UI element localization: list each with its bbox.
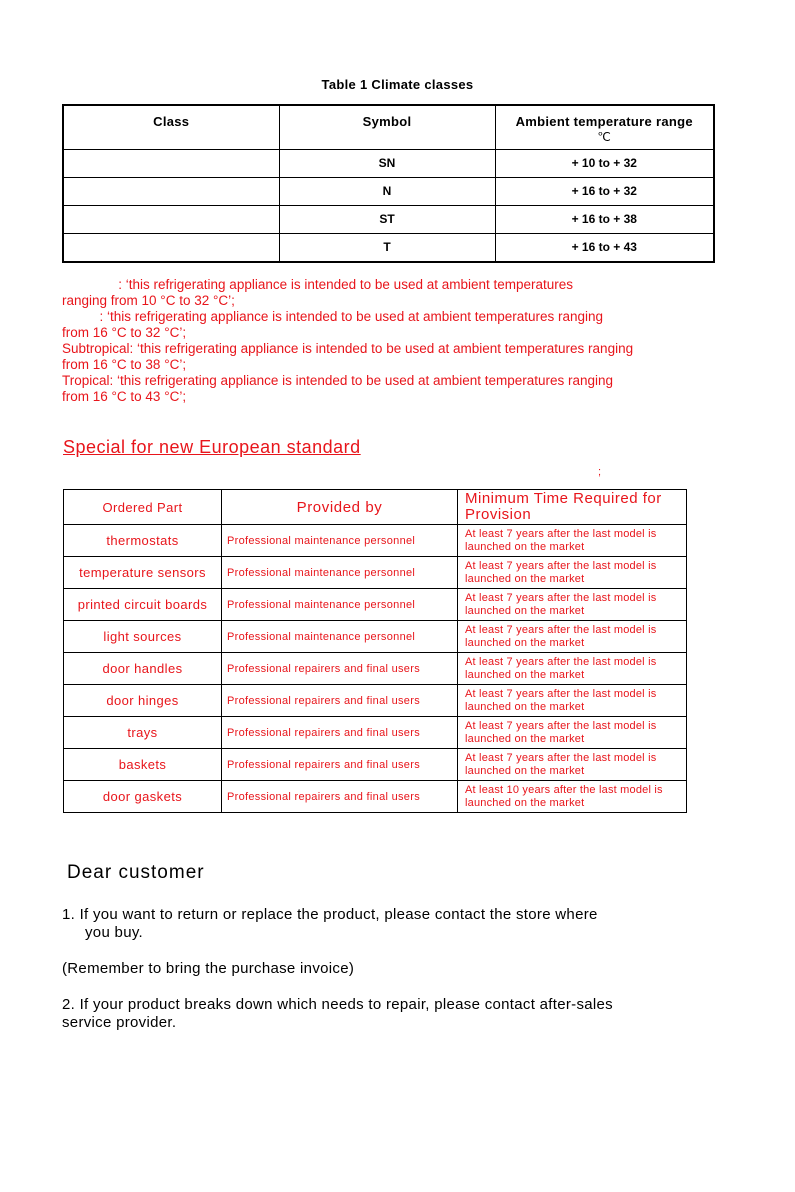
note-line: : ‘this refrigerating appliance is intended to be used at ambient temperatures xyxy=(62,277,574,292)
instruction-1-line-2: you buy. xyxy=(85,924,143,941)
range-cell: + 16 to + 38 xyxy=(495,205,714,233)
symbol-cell: SN xyxy=(279,149,495,177)
part-cell: trays xyxy=(64,717,222,749)
part-cell: door handles xyxy=(64,653,222,685)
part-cell: door gaskets xyxy=(64,781,222,813)
part-cell: door hinges xyxy=(64,685,222,717)
table-row xyxy=(64,749,687,781)
provider-cell: Professional repairers and final users xyxy=(222,749,458,781)
class-cell xyxy=(63,233,279,262)
time-cell: At least 7 years after the last model is launched on the market xyxy=(458,717,687,749)
range-header-label: Ambient temperature range xyxy=(515,114,693,129)
table-header-row xyxy=(63,105,714,149)
note-line: ranging from 10 °C to 32 °C’; xyxy=(62,293,235,308)
time-cell: At least 7 years after the last model is launched on the market xyxy=(458,621,687,653)
instruction-2-line-1: 2. If your product breaks down which needs to repair, please contact after-sales xyxy=(62,996,613,1013)
time-cell: At least 7 years after the last model is launched on the market xyxy=(458,685,687,717)
time-cell: At least 7 years after the last model is launched on the market xyxy=(458,749,687,781)
column-header-time: Minimum Time Required for Provision xyxy=(458,490,687,525)
time-cell: At least 7 years after the last model is launched on the market xyxy=(458,589,687,621)
provider-cell: Professional maintenance personnel xyxy=(222,525,458,557)
note-line: Tropical: ‘this refrigerating appliance is intended to be used at ambient temperatures ranging xyxy=(62,373,614,388)
class-cell xyxy=(63,205,279,233)
table-row xyxy=(63,149,714,177)
part-cell: temperature sensors xyxy=(64,557,222,589)
provider-cell: Professional maintenance personnel xyxy=(222,589,458,621)
provider-cell: Professional repairers and final users xyxy=(222,653,458,685)
range-unit: ℃ xyxy=(597,130,612,144)
range-cell: + 16 to + 32 xyxy=(495,177,714,205)
table-row xyxy=(63,177,714,205)
note-line: from 16 °C to 38 °C’; xyxy=(62,357,187,372)
spare-parts-table xyxy=(63,489,687,813)
symbol-cell: ST xyxy=(279,205,495,233)
table-row xyxy=(64,589,687,621)
range-cell: + 10 to + 32 xyxy=(495,149,714,177)
table-row xyxy=(63,233,714,262)
part-cell: printed circuit boards xyxy=(64,589,222,621)
column-header-provider: Provided by xyxy=(222,490,458,525)
instruction-2-line-2: service provider. xyxy=(62,1014,177,1031)
range-cell: + 16 to + 43 xyxy=(495,233,714,262)
table-row xyxy=(63,205,714,233)
climate-classes-table xyxy=(62,104,715,263)
note-line: Subtropical: ‘this refrigerating appliance is intended to be used at ambient temperatures ranging xyxy=(62,341,634,356)
class-cell xyxy=(63,149,279,177)
table-header-row xyxy=(64,490,687,525)
table-row xyxy=(64,653,687,685)
table-row xyxy=(64,781,687,813)
stray-mark: ; xyxy=(598,466,602,478)
eu-standard-heading: Special for new European standard xyxy=(63,437,361,457)
part-cell: light sources xyxy=(64,621,222,653)
symbol-cell: N xyxy=(279,177,495,205)
table-row xyxy=(64,557,687,589)
class-cell xyxy=(63,177,279,205)
column-header-class: Class xyxy=(63,105,279,149)
symbol-cell: T xyxy=(279,233,495,262)
time-cell: At least 7 years after the last model is launched on the market xyxy=(458,557,687,589)
instruction-1-line-1: 1. If you want to return or replace the product, please contact the store where xyxy=(62,906,598,923)
provider-cell: Professional repairers and final users xyxy=(222,781,458,813)
table-row xyxy=(64,717,687,749)
table-row xyxy=(64,621,687,653)
note-line: : ‘this refrigerating appliance is intended to be used at ambient temperatures ranging xyxy=(62,309,604,324)
time-cell: At least 7 years after the last model is launched on the market xyxy=(458,525,687,557)
dear-customer-heading: Dear customer xyxy=(67,862,205,883)
climate-class-notes xyxy=(62,277,762,405)
time-cell: At least 7 years after the last model is launched on the market xyxy=(458,653,687,685)
table-row xyxy=(64,525,687,557)
part-cell: baskets xyxy=(64,749,222,781)
provider-cell: Professional maintenance personnel xyxy=(222,557,458,589)
customer-instructions xyxy=(62,906,762,1032)
table-caption: Table 1 Climate classes xyxy=(321,77,474,92)
invoice-reminder: (Remember to bring the purchase invoice) xyxy=(62,960,355,977)
provider-cell: Professional repairers and final users xyxy=(222,717,458,749)
part-cell: thermostats xyxy=(64,525,222,557)
time-cell: At least 10 years after the last model is launched on the market xyxy=(458,781,687,813)
note-line: from 16 °C to 32 °C’; xyxy=(62,325,187,340)
column-header-symbol: Symbol xyxy=(279,105,495,149)
column-header-part: Ordered Part xyxy=(64,490,222,525)
provider-cell: Professional maintenance personnel xyxy=(222,621,458,653)
column-header-range xyxy=(495,105,714,149)
table-row xyxy=(64,685,687,717)
provider-cell: Professional repairers and final users xyxy=(222,685,458,717)
note-line: from 16 °C to 43 °C’; xyxy=(62,389,187,404)
